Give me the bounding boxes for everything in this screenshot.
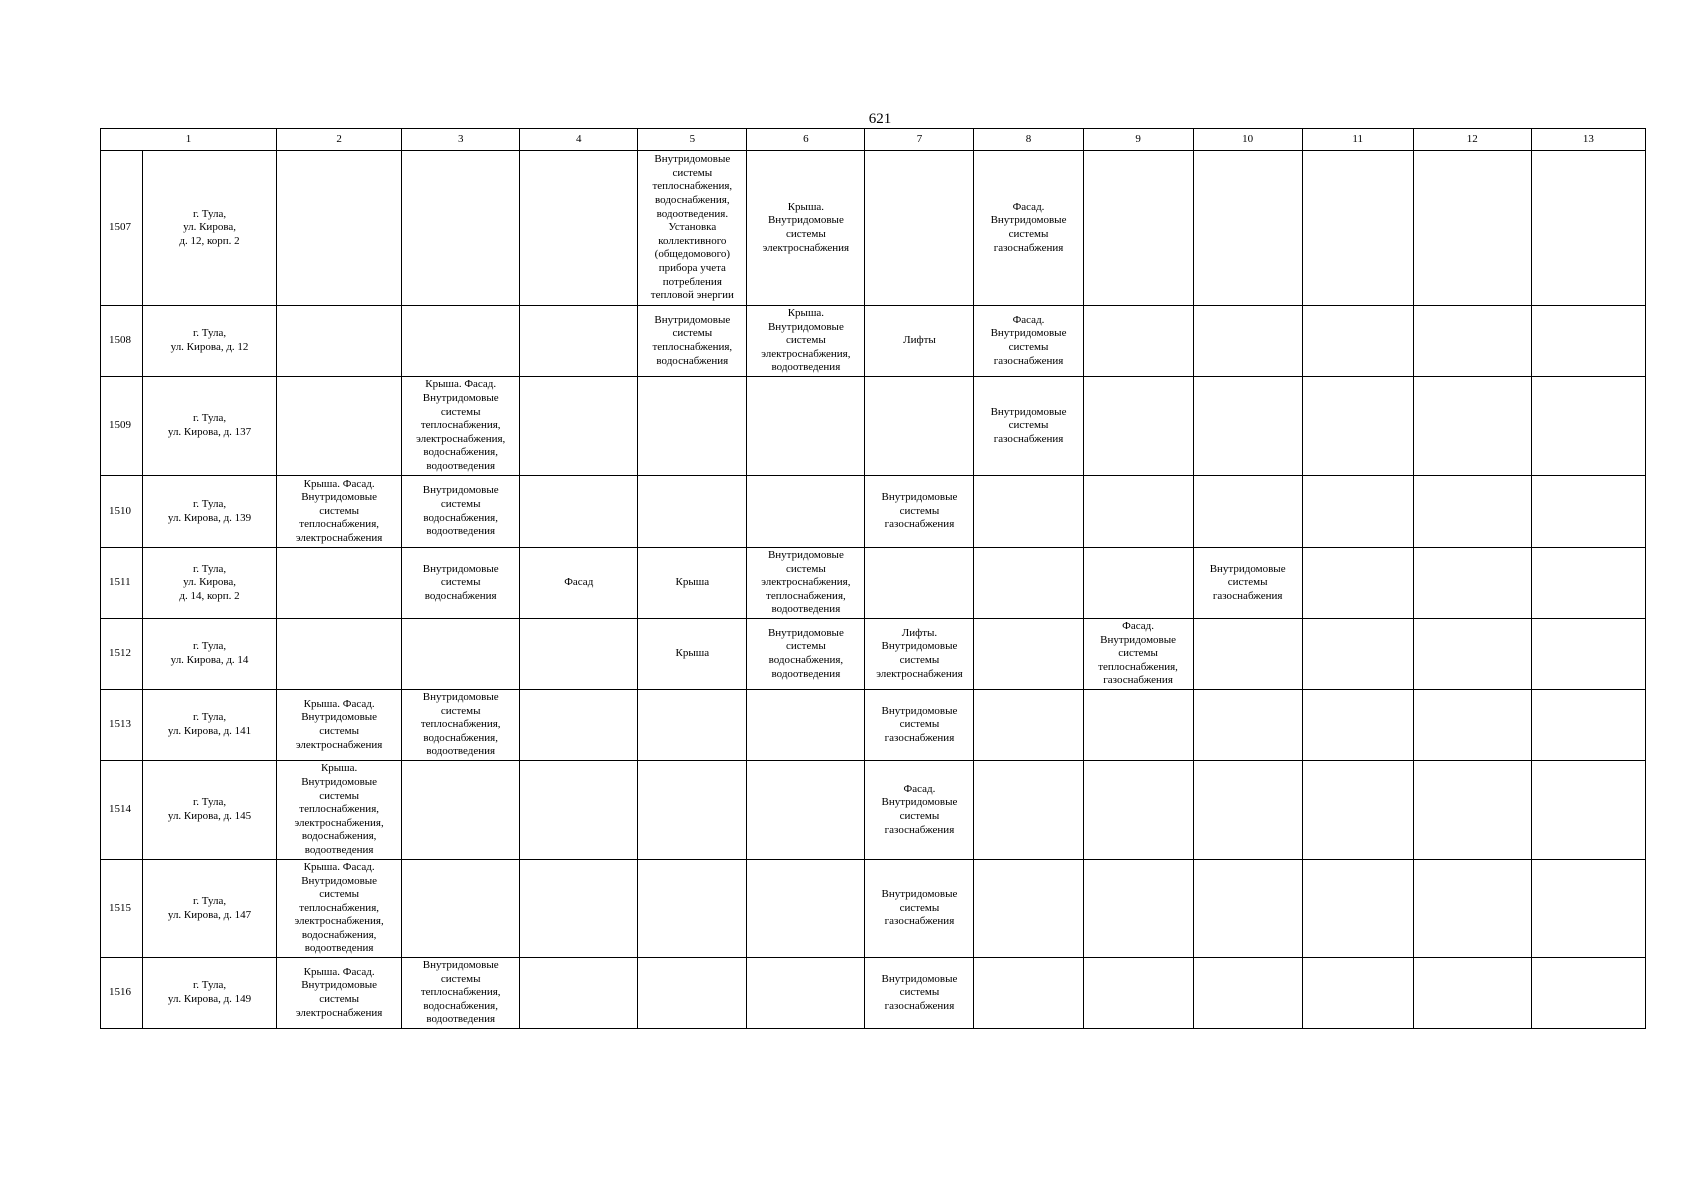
work-cell-col-9 xyxy=(1083,377,1193,476)
work-cell-col-10 xyxy=(1193,958,1302,1029)
work-cell-col-7: Внутридомовые системы газоснабжения xyxy=(865,958,974,1029)
work-cell-col-4 xyxy=(520,761,638,860)
work-cell-col-9 xyxy=(1083,860,1193,958)
work-cell-col-6 xyxy=(747,860,865,958)
row-number: 1514 xyxy=(101,761,143,860)
work-cell-col-7 xyxy=(865,151,974,306)
work-cell-col-7: Лифты. Внутридомовые системы электроснабжения xyxy=(865,619,974,690)
work-cell-col-4 xyxy=(520,151,638,306)
work-cell-col-13 xyxy=(1531,619,1645,690)
work-cell-col-13 xyxy=(1531,377,1645,476)
work-cell-col-3: Внутридомовые системы теплоснабжения, водоснабжения, водоотведения xyxy=(402,958,520,1029)
work-cell-col-9 xyxy=(1083,548,1193,619)
work-cell-col-5 xyxy=(638,690,747,761)
work-cell-col-10 xyxy=(1193,151,1302,306)
table-row xyxy=(101,958,1646,1029)
column-number: 10 xyxy=(1193,129,1302,151)
work-cell-col-12 xyxy=(1413,761,1531,860)
column-number: 5 xyxy=(638,129,747,151)
work-cell-col-9 xyxy=(1083,690,1193,761)
column-number: 12 xyxy=(1413,129,1531,151)
column-number: 2 xyxy=(277,129,402,151)
row-number: 1508 xyxy=(101,306,143,377)
work-cell-col-4 xyxy=(520,476,638,548)
work-cell-col-10 xyxy=(1193,619,1302,690)
work-cell-col-3 xyxy=(402,151,520,306)
row-number: 1516 xyxy=(101,958,143,1029)
work-cell-col-2 xyxy=(277,619,402,690)
work-cell-col-6 xyxy=(747,377,865,476)
work-cell-col-3: Внутридомовые системы водоснабжения, водоотведения xyxy=(402,476,520,548)
work-cell-col-11 xyxy=(1302,151,1413,306)
address-cell: г. Тула, ул. Кирова, д. 14, корп. 2 xyxy=(143,548,277,619)
work-cell-col-4 xyxy=(520,958,638,1029)
address-cell: г. Тула, ул. Кирова, д. 141 xyxy=(143,690,277,761)
work-cell-col-9 xyxy=(1083,151,1193,306)
work-cell-col-3: Внутридомовые системы теплоснабжения, водоснабжения, водоотведения xyxy=(402,690,520,761)
work-cell-col-5: Внутридомовые системы теплоснабжения, водоснабжения xyxy=(638,306,747,377)
work-cell-col-7: Фасад. Внутридомовые системы газоснабжения xyxy=(865,761,974,860)
work-cell-col-2 xyxy=(277,548,402,619)
work-cell-col-2 xyxy=(277,306,402,377)
row-number: 1512 xyxy=(101,619,143,690)
work-cell-col-11 xyxy=(1302,860,1413,958)
column-number: 11 xyxy=(1302,129,1413,151)
work-cell-col-2: Крыша. Фасад. Внутридомовые системы электроснабжения xyxy=(277,690,402,761)
work-cell-col-3 xyxy=(402,860,520,958)
work-cell-col-2: Крыша. Внутридомовые системы теплоснабжения, электроснабжения, водоснабжения, водоотведения xyxy=(277,761,402,860)
work-cell-col-10 xyxy=(1193,306,1302,377)
work-cell-col-7: Внутридомовые системы газоснабжения xyxy=(865,690,974,761)
table-row xyxy=(101,151,1646,306)
work-cell-col-11 xyxy=(1302,619,1413,690)
column-number: 8 xyxy=(974,129,1083,151)
work-cell-col-5: Крыша xyxy=(638,619,747,690)
work-cell-col-5 xyxy=(638,476,747,548)
work-cell-col-9 xyxy=(1083,761,1193,860)
address-cell: г. Тула, ул. Кирова, д. 145 xyxy=(143,761,277,860)
work-cell-col-5: Внутридомовые системы теплоснабжения, водоснабжения, водоотведения. Установка коллективного (общедомового) прибора учета потребления тепловой энергии xyxy=(638,151,747,306)
work-cell-col-6 xyxy=(747,690,865,761)
work-cell-col-4 xyxy=(520,306,638,377)
work-cell-col-11 xyxy=(1302,476,1413,548)
row-number: 1515 xyxy=(101,860,143,958)
work-cell-col-12 xyxy=(1413,860,1531,958)
work-cell-col-5 xyxy=(638,377,747,476)
work-cell-col-8 xyxy=(974,860,1083,958)
work-cell-col-13 xyxy=(1531,151,1645,306)
work-cell-col-8 xyxy=(974,619,1083,690)
work-cell-col-4 xyxy=(520,690,638,761)
work-cell-col-12 xyxy=(1413,377,1531,476)
work-cell-col-10: Внутридомовые системы газоснабжения xyxy=(1193,548,1302,619)
work-cell-col-10 xyxy=(1193,377,1302,476)
column-number: 13 xyxy=(1531,129,1645,151)
work-cell-col-11 xyxy=(1302,690,1413,761)
work-cell-col-8: Фасад. Внутридомовые системы газоснабжения xyxy=(974,151,1083,306)
work-cell-col-5 xyxy=(638,761,747,860)
work-cell-col-12 xyxy=(1413,548,1531,619)
table-row xyxy=(101,548,1646,619)
page-number: 621 xyxy=(868,111,892,127)
work-cell-col-12 xyxy=(1413,151,1531,306)
work-cell-col-6: Внутридомовые системы электроснабжения, теплоснабжения, водоотведения xyxy=(747,548,865,619)
row-number: 1511 xyxy=(101,548,143,619)
work-cell-col-11 xyxy=(1302,958,1413,1029)
work-cell-col-2: Крыша. Фасад. Внутридомовые системы теплоснабжения, электроснабжения xyxy=(277,476,402,548)
table-row xyxy=(101,306,1646,377)
work-cell-col-11 xyxy=(1302,306,1413,377)
work-cell-col-13 xyxy=(1531,690,1645,761)
work-cell-col-3 xyxy=(402,306,520,377)
work-cell-col-9 xyxy=(1083,476,1193,548)
column-number-row xyxy=(101,129,1646,151)
work-cell-col-3: Крыша. Фасад. Внутридомовые системы теплоснабжения, электроснабжения, водоснабжения, водоотведения xyxy=(402,377,520,476)
table-row xyxy=(101,619,1646,690)
address-cell: г. Тула, ул. Кирова, д. 149 xyxy=(143,958,277,1029)
work-cell-col-12 xyxy=(1413,690,1531,761)
work-cell-col-7: Внутридомовые системы газоснабжения xyxy=(865,860,974,958)
work-cell-col-13 xyxy=(1531,860,1645,958)
work-cell-col-6: Крыша. Внутридомовые системы электроснабжения xyxy=(747,151,865,306)
work-cell-col-2: Крыша. Фасад. Внутридомовые системы электроснабжения xyxy=(277,958,402,1029)
column-number: 6 xyxy=(747,129,865,151)
work-cell-col-2: Крыша. Фасад. Внутридомовые системы теплоснабжения, электроснабжения, водоснабжения, водоотведения xyxy=(277,860,402,958)
work-cell-col-7: Лифты xyxy=(865,306,974,377)
work-cell-col-13 xyxy=(1531,306,1645,377)
row-number: 1513 xyxy=(101,690,143,761)
work-cell-col-10 xyxy=(1193,476,1302,548)
work-cell-col-9 xyxy=(1083,958,1193,1029)
table-row xyxy=(101,377,1646,476)
work-cell-col-13 xyxy=(1531,761,1645,860)
address-cell: г. Тула, ул. Кирова, д. 12 xyxy=(143,306,277,377)
column-number: 1 xyxy=(101,129,277,151)
work-cell-col-10 xyxy=(1193,860,1302,958)
work-cell-col-5 xyxy=(638,860,747,958)
work-cell-col-5: Крыша xyxy=(638,548,747,619)
work-cell-col-13 xyxy=(1531,476,1645,548)
table-row xyxy=(101,476,1646,548)
work-cell-col-6 xyxy=(747,958,865,1029)
work-cell-col-10 xyxy=(1193,690,1302,761)
work-cell-col-6: Внутридомовые системы водоснабжения, водоотведения xyxy=(747,619,865,690)
address-cell: г. Тула, ул. Кирова, д. 139 xyxy=(143,476,277,548)
work-cell-col-13 xyxy=(1531,548,1645,619)
work-cell-col-11 xyxy=(1302,548,1413,619)
column-number: 4 xyxy=(520,129,638,151)
work-cell-col-6: Крыша. Внутридомовые системы электроснабжения, водоотведения xyxy=(747,306,865,377)
work-cell-col-4: Фасад xyxy=(520,548,638,619)
work-cell-col-13 xyxy=(1531,958,1645,1029)
work-cell-col-3: Внутридомовые системы водоснабжения xyxy=(402,548,520,619)
work-cell-col-9: Фасад. Внутридомовые системы теплоснабжения, газоснабжения xyxy=(1083,619,1193,690)
work-cell-col-3 xyxy=(402,619,520,690)
work-cell-col-10 xyxy=(1193,761,1302,860)
work-cell-col-8: Внутридомовые системы газоснабжения xyxy=(974,377,1083,476)
work-cell-col-5 xyxy=(638,958,747,1029)
work-cell-col-4 xyxy=(520,377,638,476)
address-cell: г. Тула, ул. Кирова, д. 147 xyxy=(143,860,277,958)
work-cell-col-8 xyxy=(974,476,1083,548)
table-row xyxy=(101,761,1646,860)
table-row xyxy=(101,860,1646,958)
work-cell-col-6 xyxy=(747,761,865,860)
work-cell-col-7 xyxy=(865,377,974,476)
work-cell-col-8 xyxy=(974,761,1083,860)
work-cell-col-8 xyxy=(974,690,1083,761)
row-number: 1510 xyxy=(101,476,143,548)
work-cell-col-11 xyxy=(1302,377,1413,476)
work-cell-col-2 xyxy=(277,377,402,476)
work-cell-col-7 xyxy=(865,548,974,619)
work-cell-col-8: Фасад. Внутридомовые системы газоснабжения xyxy=(974,306,1083,377)
column-number: 7 xyxy=(865,129,974,151)
work-cell-col-3 xyxy=(402,761,520,860)
work-cell-col-8 xyxy=(974,548,1083,619)
work-cell-col-12 xyxy=(1413,958,1531,1029)
row-number: 1507 xyxy=(101,151,143,306)
address-cell: г. Тула, ул. Кирова, д. 137 xyxy=(143,377,277,476)
register-table xyxy=(100,128,1646,1029)
work-cell-col-12 xyxy=(1413,619,1531,690)
work-cell-col-6 xyxy=(747,476,865,548)
column-number: 3 xyxy=(402,129,520,151)
work-cell-col-11 xyxy=(1302,761,1413,860)
row-number: 1509 xyxy=(101,377,143,476)
work-cell-col-12 xyxy=(1413,306,1531,377)
work-cell-col-4 xyxy=(520,860,638,958)
work-cell-col-2 xyxy=(277,151,402,306)
work-cell-col-8 xyxy=(974,958,1083,1029)
work-cell-col-9 xyxy=(1083,306,1193,377)
table-row xyxy=(101,690,1646,761)
address-cell: г. Тула, ул. Кирова, д. 12, корп. 2 xyxy=(143,151,277,306)
address-cell: г. Тула, ул. Кирова, д. 14 xyxy=(143,619,277,690)
work-cell-col-12 xyxy=(1413,476,1531,548)
work-cell-col-7: Внутридомовые системы газоснабжения xyxy=(865,476,974,548)
work-cell-col-4 xyxy=(520,619,638,690)
column-number: 9 xyxy=(1083,129,1193,151)
